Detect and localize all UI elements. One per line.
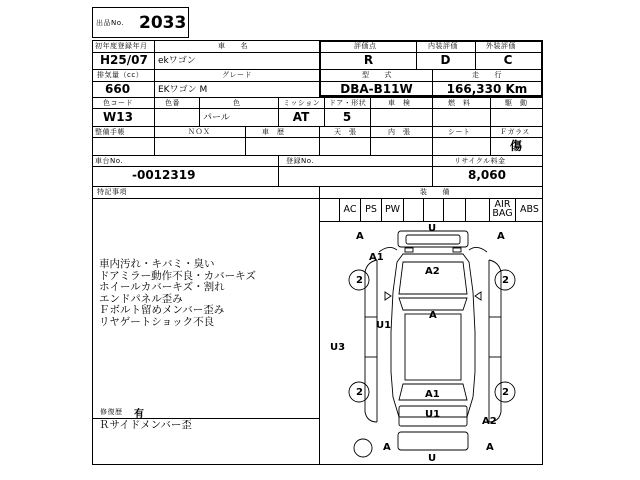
damage-left-side: U3	[330, 342, 346, 353]
fuel-label: 燃 料	[448, 99, 471, 107]
transmission-label: ミッション	[283, 99, 321, 107]
first-reg-value: H25/07	[100, 53, 148, 67]
car-diagram	[319, 222, 543, 465]
equipment-airbag: AIR BAG	[492, 199, 513, 219]
score-label: 評価点	[354, 42, 377, 50]
recycle-label: リサイクル料金	[454, 157, 506, 165]
f-glass-label: Ｆガラス	[500, 128, 530, 136]
reg-no-label: 登録No.	[286, 157, 315, 165]
mileage-value: 166,330 Km	[446, 82, 528, 96]
equipment-label: 装 備	[420, 188, 450, 196]
damage-front-left: A	[356, 231, 364, 242]
chassis-label: 車台No.	[95, 157, 124, 165]
repair-detail: Ｒサイドメンバー歪	[99, 419, 192, 431]
first-reg-label: 初年度登録年月	[95, 42, 148, 50]
equipment-grid	[319, 198, 543, 222]
color-value: パール	[203, 113, 230, 123]
damage-a-pillar: A1	[369, 252, 384, 263]
lot-number-box	[92, 7, 189, 38]
damage-tire-rr: 2	[502, 387, 509, 398]
score-value: R	[363, 53, 374, 67]
damage-rear-right-corner: A	[486, 442, 494, 453]
damage-tire-fl: 2	[356, 275, 363, 286]
exterior-score-label: 外装評価	[486, 42, 516, 50]
rear-bumper-shape	[398, 432, 468, 450]
interior-score-label: 内装評価	[428, 42, 458, 50]
equipment-ps: PS	[365, 204, 377, 215]
drive-label: 駆 動	[505, 99, 528, 107]
damage-roof: A	[429, 310, 437, 321]
exterior-score-value: C	[503, 53, 513, 67]
note-line: 車内汚れ・キバミ・臭い	[99, 258, 215, 270]
repair-history-label: 修復歴	[100, 408, 123, 416]
model-label: 型 式	[362, 71, 392, 79]
equipment-ac: AC	[343, 204, 357, 215]
damage-hood: A2	[425, 266, 440, 277]
note-line: エンドパネル歪み	[99, 292, 183, 305]
equipment-abs: ABS	[520, 204, 539, 215]
lot-number: 2033	[139, 13, 187, 33]
transmission-value: AT	[292, 110, 310, 124]
grade-label: グレード	[222, 71, 252, 79]
damage-front-right: A	[497, 231, 505, 242]
color-code-label: 色コード	[103, 99, 133, 107]
color-no-label: 色番	[165, 99, 180, 107]
doors-value: 5	[342, 110, 352, 124]
car-name-value: ekワゴン	[158, 56, 196, 66]
color-label: 色	[233, 99, 241, 107]
damage-rear-bumper: U	[428, 453, 437, 464]
damage-left-door: U1	[376, 320, 392, 331]
notes-label: 特記事項	[97, 188, 127, 196]
inspection-label: 車 検	[388, 99, 411, 107]
damage-tire-fr: 2	[502, 275, 509, 286]
sunroof-label: 天 張	[334, 128, 357, 136]
color-code-value: W13	[103, 110, 133, 124]
interior-cover-label: 内 張	[388, 128, 411, 136]
damage-back-door: U1	[425, 409, 441, 420]
note-line: ホイールカバーキズ・割れ	[99, 281, 225, 293]
f-glass-value: 傷	[509, 139, 522, 153]
chassis-value: -0012319	[132, 168, 196, 182]
damage-rear-right: A2	[482, 416, 497, 427]
displacement-label: 排気量（cc）	[97, 71, 144, 79]
damage-rear-left-corner: A	[383, 442, 391, 453]
mileage-label: 走 行	[472, 71, 502, 79]
interior-score-value: D	[440, 53, 451, 67]
displacement-value: 660	[105, 82, 131, 96]
note-line: ドアミラー動作不良・カバーキズ	[99, 269, 256, 282]
maintenance-book-label: 整備手帳	[95, 128, 125, 136]
doors-label: ドア・形状	[329, 99, 367, 107]
repair-history-value: 有	[134, 409, 144, 420]
damage-tire-rl: 2	[356, 387, 363, 398]
nox-label: ＮＯＸ	[188, 128, 211, 136]
history-label: 車 歴	[262, 128, 285, 136]
car-name-label: 車 名	[218, 42, 248, 50]
spare-tire	[354, 439, 372, 457]
note-line: Ｆボルト留めメンバー歪み	[99, 304, 225, 316]
seat-label: シート	[448, 128, 471, 136]
grade-value: EKワゴン M	[158, 85, 208, 95]
damage-rear-glass: A1	[425, 389, 440, 400]
note-line: リヤゲートショック不良	[99, 315, 215, 328]
lot-number-label: 出品No.	[96, 19, 125, 27]
model-value: DBA-B11W	[340, 82, 413, 96]
damage-front-bumper: U	[428, 223, 437, 234]
recycle-value: 8,060	[468, 168, 506, 182]
equipment-pw: PW	[384, 204, 401, 215]
